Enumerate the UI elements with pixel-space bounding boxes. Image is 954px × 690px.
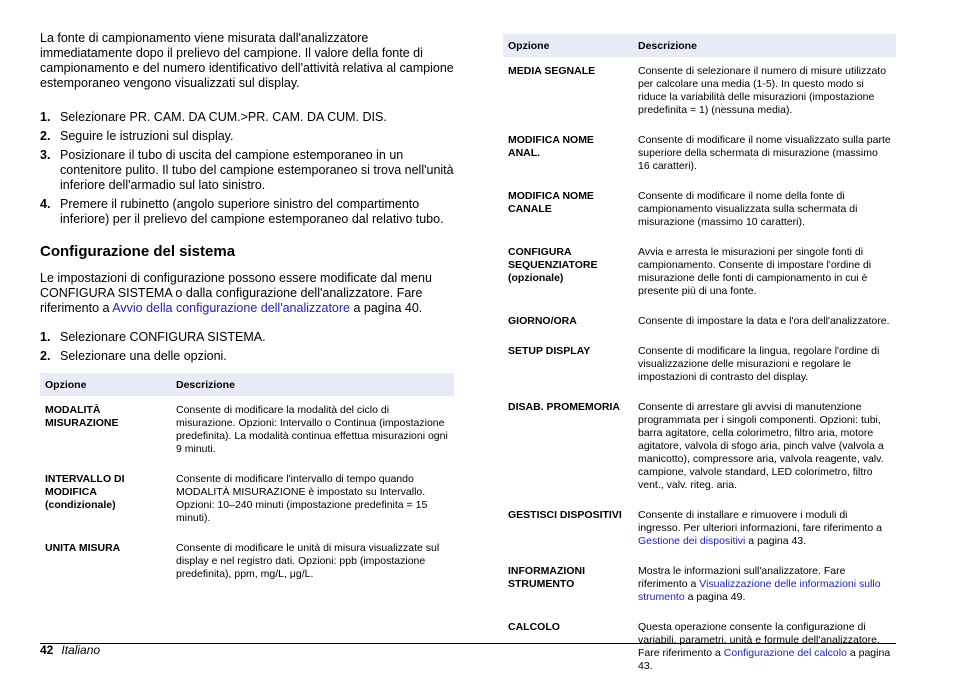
option-description bbox=[633, 509, 896, 565]
option-description: Consente di modificare il nome della fonte di campionamento visualizzata sulla schermata di misurazione (massimo 10 caratteri). bbox=[638, 190, 858, 228]
table-header-row bbox=[503, 34, 896, 57]
section-heading: Configurazione del sistema bbox=[40, 243, 236, 260]
option-name: INTERVALLO DI MODIFICA (condizionale) bbox=[45, 473, 125, 511]
step-item bbox=[40, 330, 454, 345]
xref-link-informazioni-strumento[interactable]: Visualizzazione delle informazioni sullo strumento bbox=[638, 578, 881, 603]
option-description: Consente di arrestare gli avvisi di manutenzione programmata per i singoli componenti. Opzioni: tubi, barra agitatore, cella colorimetro, filtro aria, motore agitatore, valvola di sfogo aria, pinch valve (valvola a manicotto), compressore aria, valvola reagente, valv. campione, valvole standard, LED colorimetro, filtro vent., valv. riteg. aria. bbox=[638, 401, 884, 491]
option-description: Avvia e arresta le misurazioni per singole fonti di campionamento. Consente di impostare l'ordine di misurazione delle fonti di campionamento in cui è presente più di una fonte. bbox=[638, 246, 872, 297]
options-table-right bbox=[503, 34, 896, 690]
option-description: Consente di selezionare il numero di misure utilizzato per calcolare una media (1-5). In questo modo si riduce la variabilità delle misurazioni (impostazione predefinita = 1) (nessuna media). bbox=[638, 65, 887, 116]
description-text: Mostra le informazioni sull'analizzatore. Fare riferimento a bbox=[638, 565, 846, 590]
config-text-after: a pagina 40. bbox=[350, 301, 423, 315]
left-column bbox=[40, 31, 454, 598]
table-row bbox=[503, 345, 896, 401]
step-number: 2. bbox=[40, 349, 51, 363]
table-row bbox=[40, 473, 454, 542]
right-column bbox=[503, 34, 896, 690]
description-text-after: a pagina 43. bbox=[745, 535, 807, 547]
table-row bbox=[503, 401, 896, 509]
option-name: GIORNO/ORA bbox=[508, 315, 577, 327]
option-name: MODIFICA NOME CANALE bbox=[508, 190, 594, 215]
step-item bbox=[40, 349, 454, 364]
xref-link-gestione-dispositivi[interactable]: Gestione dei dispositivi bbox=[638, 535, 746, 547]
step-item bbox=[40, 129, 454, 144]
step-number: 2. bbox=[40, 129, 51, 143]
description-text: Questa operazione consente la configurazione di variabili, parametri, unità e formule dell'analizzatore. Fare riferimento a bbox=[638, 621, 880, 659]
option-name: GESTISCI DISPOSITIVI bbox=[508, 509, 622, 521]
step-number: 1. bbox=[40, 110, 51, 124]
procedure-steps bbox=[40, 110, 454, 227]
option-name: MODIFICA NOME ANAL. bbox=[508, 134, 594, 159]
option-name: MODALITÀ MISURAZIONE bbox=[45, 404, 119, 429]
option-name: INFORMAZIONI STRUMENTO bbox=[508, 565, 585, 590]
step-item bbox=[40, 148, 454, 193]
option-name: CONFIGURA SEQUENZIATORE (opzionale) bbox=[508, 246, 598, 284]
table-row bbox=[503, 57, 896, 134]
table-row bbox=[503, 246, 896, 315]
column-header-description: Descrizione bbox=[633, 34, 896, 57]
option-description: Consente di modificare le unità di misura visualizzate sul display e nel registro dati. Opzioni: ppb (impostazione predefinita), ppm, mg/L, μg/L. bbox=[176, 542, 440, 580]
option-description bbox=[633, 621, 896, 690]
footer-language: Italiano bbox=[61, 643, 101, 657]
option-name: MEDIA SEGNALE bbox=[508, 65, 596, 77]
step-number: 3. bbox=[40, 148, 51, 162]
xref-link-configurazione-calcolo[interactable]: Configurazione del calcolo bbox=[723, 647, 847, 659]
option-description bbox=[633, 565, 896, 621]
option-description: Consente di impostare la data e l'ora dell'analizzatore. bbox=[638, 315, 890, 327]
table-row bbox=[503, 190, 896, 246]
table-header-row bbox=[40, 373, 454, 396]
config-text: Le impostazioni di configurazione possono essere modificate dal menu CONFIGURA SISTEMA o dalla configurazione dell'analizzatore. Fare riferimento a bbox=[40, 271, 432, 315]
table-row bbox=[40, 542, 454, 598]
step-text: Posizionare il tubo di uscita del campione estemporaneo in un contenitore pulito. Il tubo del campione estemporaneo si trova nell'unità inferiore dell'armadio sul lato sinistro. bbox=[60, 148, 454, 192]
step-text: Premere il rubinetto (angolo superiore sinistro del compartimento inferiore) per il prelievo del campione estemporaneo dal relativo tubo. bbox=[60, 197, 444, 226]
step-text: Selezionare una delle opzioni. bbox=[60, 349, 227, 363]
config-paragraph bbox=[40, 271, 454, 316]
description-text-after: a pagina 43. bbox=[638, 647, 891, 672]
step-item bbox=[40, 197, 454, 227]
step-number: 1. bbox=[40, 330, 51, 344]
description-text: Consente di installare e rimuovere i moduli di ingresso. Per ulteriori informazioni, fare riferimento a bbox=[638, 509, 882, 534]
description-text-after: a pagina 49. bbox=[684, 591, 746, 603]
step-text: Selezionare CONFIGURA SISTEMA. bbox=[60, 330, 266, 344]
table-row bbox=[503, 621, 896, 690]
options-table-left bbox=[40, 373, 454, 598]
page-footer bbox=[40, 643, 100, 657]
step-text: Seguire le istruzioni sul display. bbox=[60, 129, 234, 143]
table-row bbox=[503, 509, 896, 565]
footer-rule bbox=[40, 643, 896, 644]
option-name: UNITA MISURA bbox=[45, 542, 121, 554]
column-header-description: Descrizione bbox=[171, 373, 454, 396]
option-name: DISAB. PROMEMORIA bbox=[508, 401, 621, 413]
table-row bbox=[503, 315, 896, 345]
step-item bbox=[40, 110, 454, 125]
table-row bbox=[503, 565, 896, 621]
xref-link-avvio-configurazione[interactable]: Avvio della configurazione dell'analizzatore bbox=[112, 301, 350, 315]
option-name: SETUP DISPLAY bbox=[508, 345, 591, 357]
option-name: CALCOLO bbox=[508, 621, 560, 633]
column-header-option: Opzione bbox=[40, 373, 171, 396]
column-header-option: Opzione bbox=[503, 34, 633, 57]
intro-paragraph: La fonte di campionamento viene misurata dall'analizzatore immediatamente dopo il prelievo del campione. Il valore della fonte di campionamento e del numero identificativo dell'attività relativa al campione estemporaneo vengono visualizzati sul display. bbox=[40, 31, 454, 90]
step-number: 4. bbox=[40, 197, 51, 211]
table-row bbox=[503, 134, 896, 190]
procedure-steps-2 bbox=[40, 330, 454, 364]
option-description: Consente di modificare la lingua, regolare l'ordine di visualizzazione delle misurazioni e regolare le impostazioni di contrasto del display. bbox=[638, 345, 880, 383]
table-row bbox=[40, 396, 454, 473]
page-number: 42 bbox=[40, 643, 54, 657]
option-description: Consente di modificare il nome visualizzato sulla parte superiore della schermata di misurazione (massimo 16 caratteri). bbox=[638, 134, 891, 172]
step-text: Selezionare PR. CAM. DA CUM.>PR. CAM. DA CUM. DIS. bbox=[60, 110, 387, 124]
option-description: Consente di modificare l'intervallo di tempo quando MODALITÀ MISURAZIONE è impostato su Intervallo. Opzioni: 10–240 minuti (impostazione predefinita = 15 minuti). bbox=[176, 473, 428, 524]
option-description: Consente di modificare la modalità del ciclo di misurazione. Opzioni: Intervallo o Continua (impostazione predefinita). La modalità continua effettua misurazioni ogni 9 minuti. bbox=[176, 404, 448, 455]
